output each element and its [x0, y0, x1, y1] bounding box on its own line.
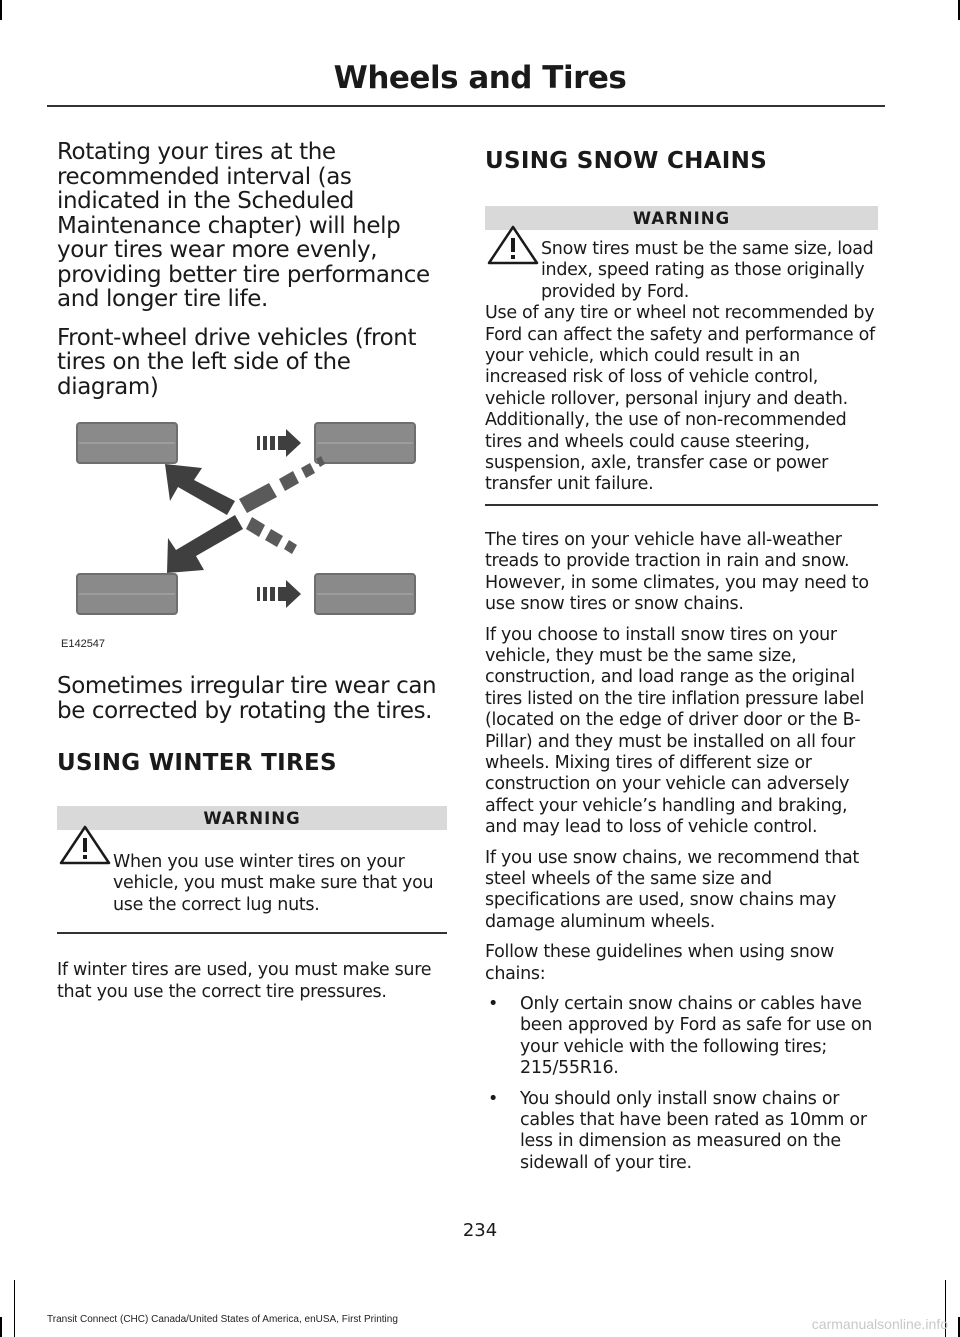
left-column [57, 140, 447, 1012]
irregular-wear-paragraph: Sometimes irregular tire wear can be corrected by rotating the tires. [57, 673, 437, 724]
crop-mark-top-left [0, 0, 2, 20]
tire-rotation-figure [57, 417, 445, 652]
snow-chains-paragraphs [485, 530, 878, 985]
warning-triangle-icon [487, 224, 539, 266]
list-item [485, 994, 878, 1080]
tire-rear-left [315, 423, 415, 463]
list-item [485, 1089, 878, 1175]
intro-paragraph: Rotating your tires at the recommended interval (as indicated in the Scheduled Maintenance chapter) will help your tires wear more evenly, providing better tire performance and longer tire life. [57, 139, 430, 312]
bullet-icon: • [488, 1088, 499, 1109]
crop-mark-bottom-left [0, 1317, 2, 1337]
winter-warning-text: When you use winter tires on your vehicle, you must make sure that you use the correct lug nuts. [113, 852, 434, 915]
watermark: carmanualsonline.info [811, 1316, 948, 1332]
paragraph-all-weather: The tires on your vehicle have all-weather treads to provide traction in rain and snow. However, in some climates, you may need to use snow tires or snow chains. [485, 529, 869, 615]
page-title: Wheels and Tires [333, 60, 627, 96]
snow-chains-warning-lead: Snow tires must be the same size, load index, speed rating as those originally provided by Ford. [541, 239, 874, 302]
warning-triangle-icon [59, 824, 111, 866]
right-column [485, 140, 878, 1183]
winter-pressure-paragraph: If winter tires are used, you must make sure that you use the correct tire pressures. [57, 960, 432, 1002]
header-divider [47, 105, 885, 107]
figure-code: E142547 [61, 638, 106, 650]
tire-front-left [77, 423, 177, 463]
snow-chains-warning-text [485, 230, 878, 504]
footer-text: Transit Connect (CHC) Canada/United States of America, enUSA, First Printing [47, 1314, 398, 1325]
paragraph-steel-wheels: If you use snow chains, we recommend that steel wheels of the same size and specifications are used, snow chains may damage aluminum wheels. [485, 847, 859, 932]
snow-chains-warning-box [485, 206, 878, 506]
tire-front-right [77, 574, 177, 614]
fwd-caption: Front-wheel drive vehicles (front tires on the left side of the diagram) [57, 324, 417, 400]
paragraph-snow-tires: If you choose to install snow tires on your vehicle, they must be the same size, construction, and load range as the original tires listed on the tire inflation pressure label (located on the edge of driver door or the B-Pillar) and they must be installed on all four wheels. Mixing tires of different size or construction on your vehicle can adversely affect your vehicle’s handling and braking, and may lead to loss of vehicle control. [485, 624, 865, 838]
tire-rear-right [315, 574, 415, 614]
bullet-text: Only certain snow chains or cables have been approved by Ford as safe for use on your vehicle with the following tires; 215/55R16. [520, 994, 872, 1079]
snow-chains-warning-rest: Use of any tire or wheel not recommended by Ford can affect the safety and performance of your vehicle, which could result in an increased risk of loss of vehicle control, vehicle rollover, personal injury and death. Additionally, the use of non-recommended tires and wheels could cause steering, suspension, axle, transfer case or power transfer unit failure. [485, 303, 875, 495]
paragraph-guidelines: Follow these guidelines when using snow chains: [485, 942, 835, 984]
snow-chains-heading: USING SNOW CHAINS [485, 148, 768, 174]
tire-rotation-diagram [57, 417, 445, 652]
page-number: 234 [462, 1220, 498, 1241]
warning-label: WARNING [485, 206, 878, 230]
winter-warning-box [57, 806, 447, 934]
bullet-text: You should only install snow chains or cables that have been rated as 10mm or less in dimension as measured on the sidewall of your tire. [520, 1088, 867, 1173]
bullet-icon: • [488, 994, 499, 1014]
winter-tires-heading: USING WINTER TIRES [57, 750, 337, 776]
crop-mark-left-inner [14, 1280, 15, 1337]
warning-label: WARNING [57, 806, 447, 830]
